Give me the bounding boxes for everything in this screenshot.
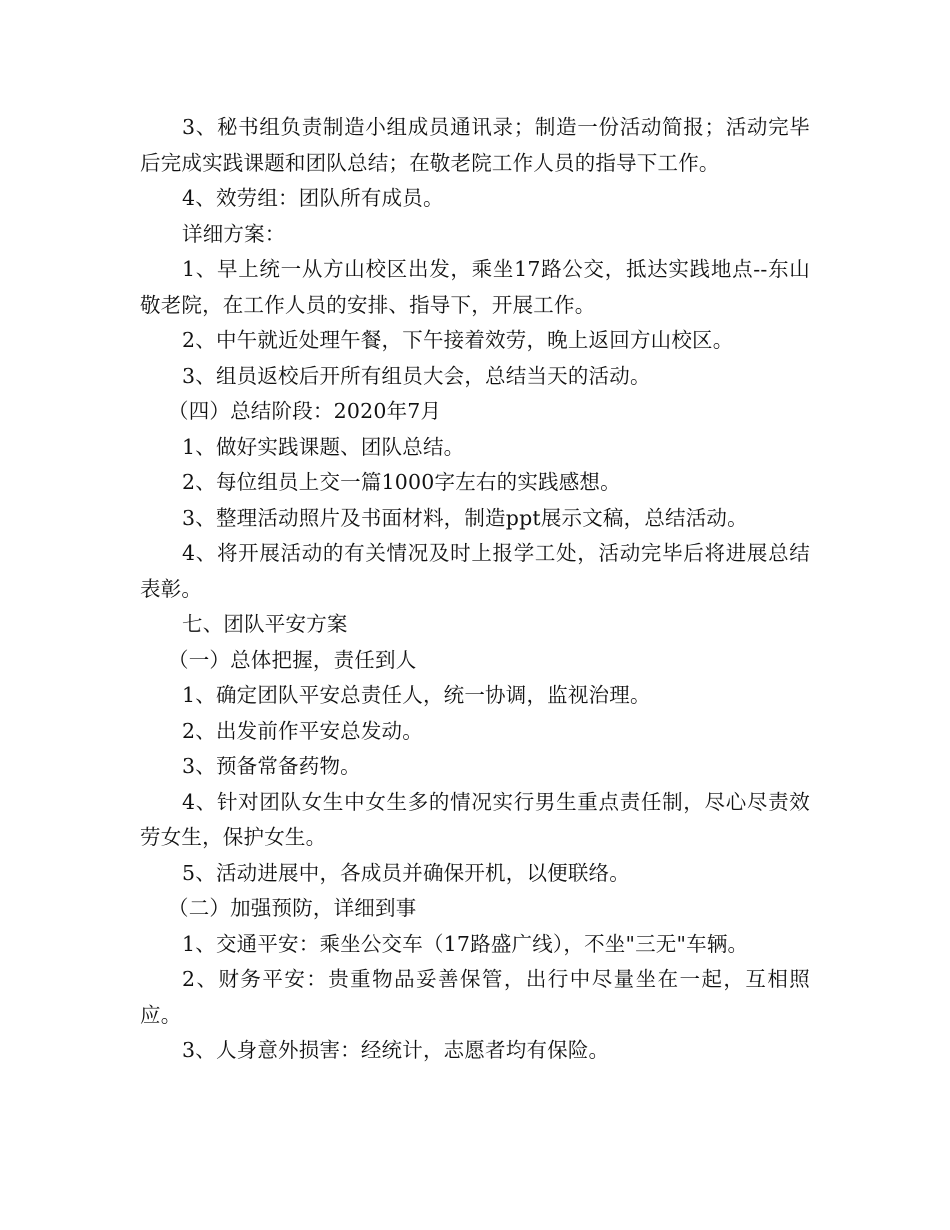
paragraph-secretary-group: 3、秘书组负责制造小组成员通讯录；制造一份活动简报；活动完毕后完成实践课题和团队总结；在敬老院工作人员的指导下工作。 [140, 115, 810, 175]
paragraph-safety-3: 3、预备常备药物。 [182, 754, 361, 778]
subsection-heading-overall: （一）总体把握，责任到人 [168, 647, 417, 672]
paragraph-safety-2: 2、出发前作平安总发动。 [182, 718, 423, 743]
paragraph-plan-step-2: 2、中午就近处理午餐，下午接着效劳，晚上返回方山校区。 [182, 328, 734, 352]
document-body [140, 110, 810, 1069]
paragraph-plan-step-1: 1、早上统一从方山校区出发，乘坐17路公交，抵达实践地点--东山敬老院，在工作人员的安排、指导下，开展工作。 [140, 257, 810, 317]
paragraph-summary-2: 2、每位组员上交一篇1000字左右的实践感想。 [182, 470, 621, 494]
paragraph-safety-1: 1、确定团队平安总责任人，统一协调，监视治理。 [182, 683, 651, 707]
paragraph-detailed-plan-heading: 详细方案： [182, 221, 286, 246]
paragraph-summary-3: 3、整理活动照片及书面材料，制造ppt展示文稿，总结活动。 [182, 505, 748, 530]
paragraph-prevention-1: 1、交通平安：乘坐公交车（17路盛广线），不坐"三无"车辆。 [182, 931, 749, 956]
paragraph-summary-4: 4、将开展活动的有关情况及时上报学工处，活动完毕后将进展总结表彰。 [140, 541, 810, 601]
paragraph-prevention-3: 3、人身意外损害：经统计，志愿者均有保险。 [182, 1038, 610, 1062]
subsection-heading-prevention: （二）加强预防，详细到事 [168, 896, 417, 920]
paragraph-summary-1: 1、做好实践课题、团队总结。 [182, 434, 465, 459]
paragraph-prevention-2: 2、财务平安：贵重物品妥善保管，出行中尽量坐在一起，互相照应。 [140, 967, 810, 1027]
paragraph-plan-step-3: 3、组员返校后开所有组员大会，总结当天的活动。 [182, 363, 651, 388]
paragraph-safety-5: 5、活动进展中，各成员并确保开机，以便联络。 [182, 860, 630, 885]
paragraph-safety-4: 4、针对团队女生中女生多的情况实行男生重点责任制，尽心尽责效劳女生，保护女生。 [140, 789, 810, 849]
paragraph-service-group: 4、效劳组：团队所有成员。 [182, 186, 444, 210]
section-heading-summary-stage: （四）总结阶段：2020年7月 [168, 399, 442, 423]
section-heading-team-safety: 七、团队平安方案 [182, 612, 348, 636]
